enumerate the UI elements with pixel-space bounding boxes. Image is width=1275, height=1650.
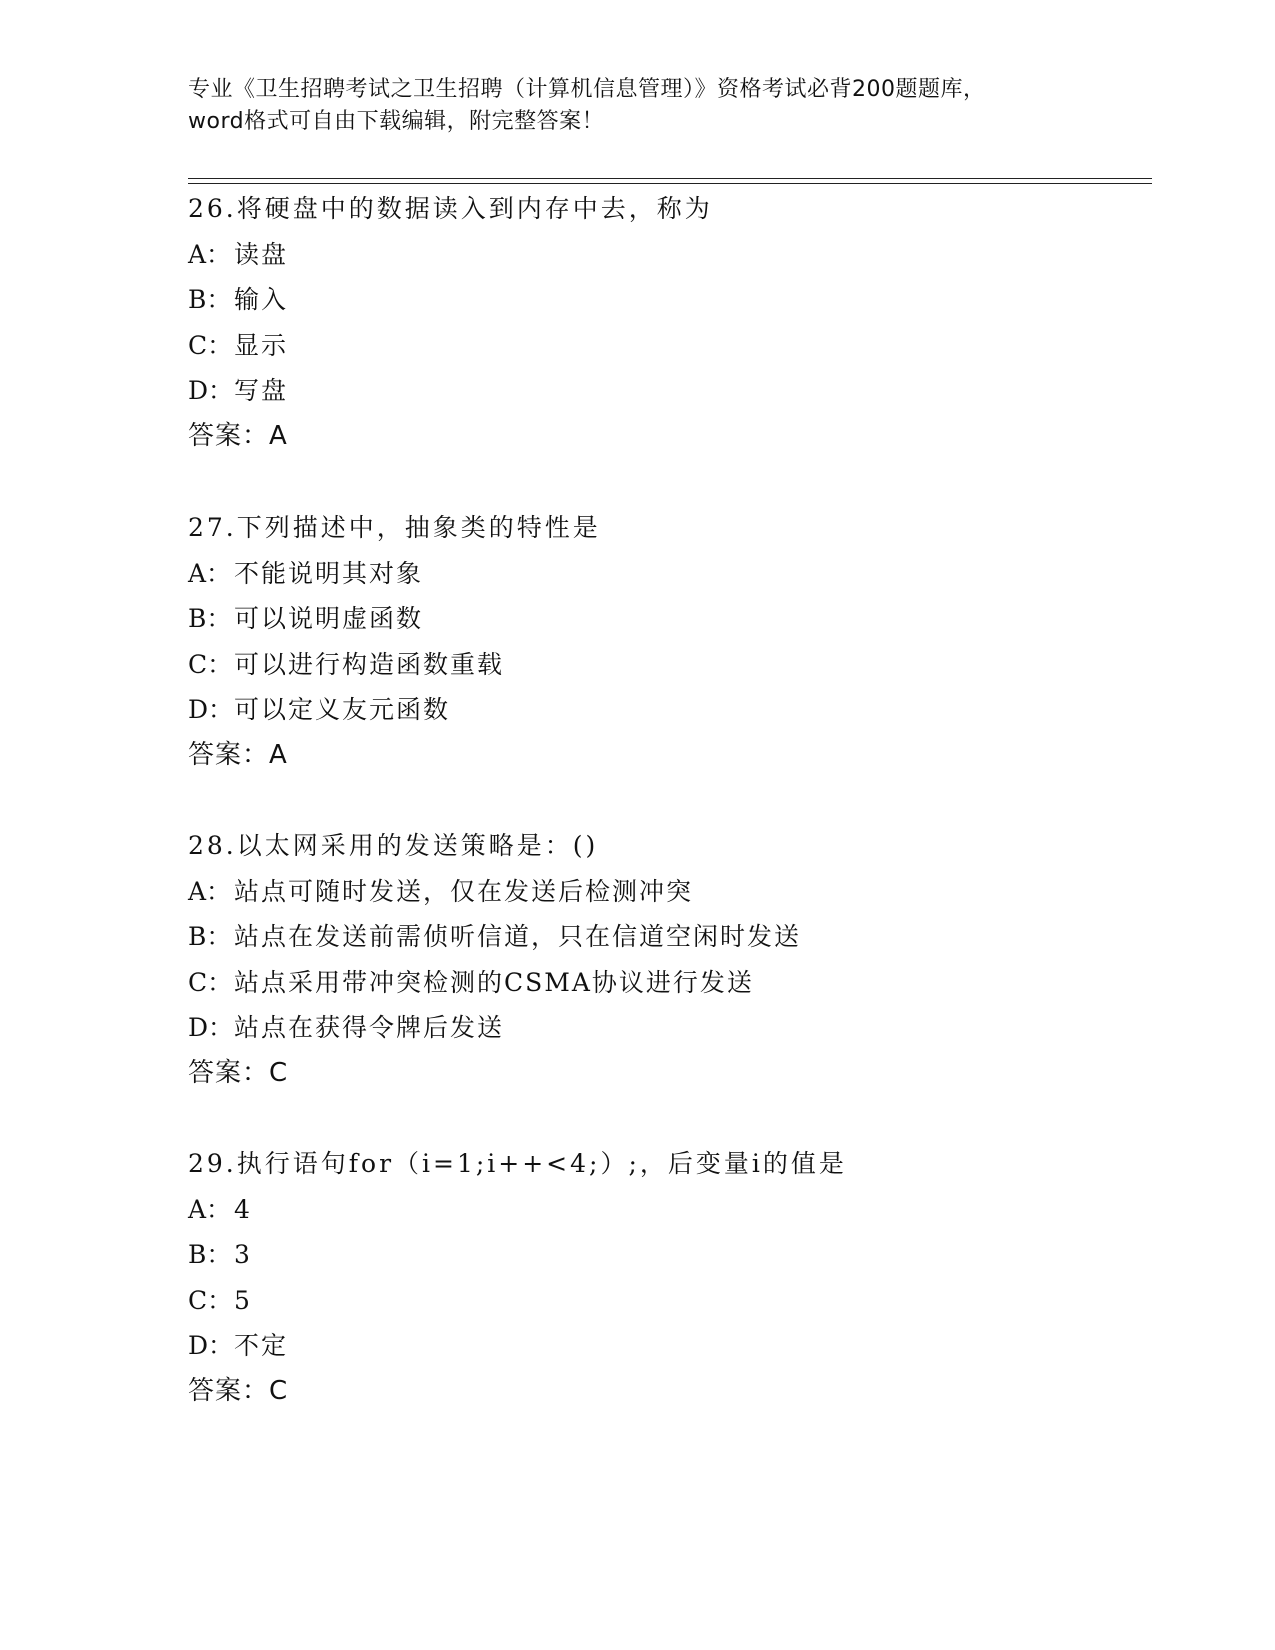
option-a — [188, 232, 1148, 278]
option-d — [188, 368, 1148, 414]
option-a — [188, 869, 1148, 915]
question-stem: 27.下列描述中，抽象类的特性是 — [188, 513, 601, 542]
option-letter: C： — [188, 1285, 233, 1315]
question-28 — [188, 823, 1148, 1096]
option-text: 可以进行构造函数重载 — [234, 649, 505, 679]
header-divider-bottom — [188, 183, 1152, 184]
option-text: 可以定义友元函数 — [234, 695, 451, 724]
option-d — [188, 1005, 1148, 1051]
question-stem: 29.执行语句for（i=1;i++<4;）;，后变量i的值是 — [188, 1149, 847, 1178]
header-divider-top — [188, 178, 1152, 179]
option-text: 站点在发送前需侦听信道，只在信道空闲时发送 — [234, 922, 802, 951]
option-c — [188, 323, 1148, 369]
option-c — [188, 960, 1148, 1006]
question-29 — [188, 1141, 1148, 1414]
header-line-2: word格式可自由下载编辑，附完整答案！ — [188, 109, 605, 134]
option-b — [188, 596, 1148, 642]
option-text: 5 — [234, 1285, 252, 1315]
option-a — [188, 1187, 1148, 1233]
option-letter: A： — [188, 239, 232, 269]
option-text: 站点采用带冲突检测的CSMA协议进行发送 — [234, 967, 754, 997]
option-d — [188, 687, 1148, 733]
answer-line: 答案：C — [188, 1057, 289, 1088]
option-letter: A： — [188, 1194, 232, 1224]
option-c — [188, 1278, 1148, 1324]
option-text: 显示 — [234, 330, 289, 360]
option-c — [188, 642, 1148, 688]
option-text: 可以说明虚函数 — [234, 604, 424, 633]
question-stem: 26.将硬盘中的数据读入到内存中去，称为 — [188, 194, 713, 223]
option-letter: D： — [188, 1013, 234, 1042]
option-text: 4 — [234, 1194, 252, 1224]
option-text: 站点在获得令牌后发送 — [234, 1013, 505, 1042]
answer-line: 答案：A — [188, 739, 288, 770]
option-text: 站点可随时发送，仅在发送后检测冲突 — [234, 876, 694, 906]
answer-line: 答案：C — [188, 1375, 289, 1406]
option-letter: D： — [188, 376, 234, 405]
option-b — [188, 1232, 1148, 1278]
option-text: 不能说明其对象 — [234, 558, 424, 588]
document-header — [188, 74, 1088, 138]
option-a — [188, 551, 1148, 597]
option-text: 写盘 — [234, 376, 289, 405]
option-letter: D： — [188, 1331, 234, 1360]
option-b — [188, 277, 1148, 323]
question-26 — [188, 186, 1148, 459]
option-text: 3 — [234, 1240, 252, 1269]
option-text: 输入 — [234, 285, 289, 314]
option-text: 读盘 — [234, 239, 289, 269]
option-text: 不定 — [234, 1331, 289, 1360]
option-letter: B： — [188, 1240, 232, 1269]
option-letter: B： — [188, 285, 232, 314]
option-letter: C： — [188, 967, 233, 997]
option-letter: C： — [188, 649, 233, 679]
option-letter: A： — [188, 876, 232, 906]
option-letter: D： — [188, 695, 234, 724]
answer-line: 答案：A — [188, 420, 288, 451]
option-letter: B： — [188, 604, 232, 633]
question-stem: 28.以太网采用的发送策略是：() — [188, 831, 599, 860]
option-d — [188, 1323, 1148, 1369]
option-letter: C： — [188, 330, 233, 360]
question-27 — [188, 505, 1148, 778]
header-line-1: 专业《卫生招聘考试之卫生招聘（计算机信息管理）》资格考试必背200题题库， — [188, 77, 986, 102]
option-letter: B： — [188, 922, 232, 951]
option-b — [188, 914, 1148, 960]
option-letter: A： — [188, 558, 232, 588]
